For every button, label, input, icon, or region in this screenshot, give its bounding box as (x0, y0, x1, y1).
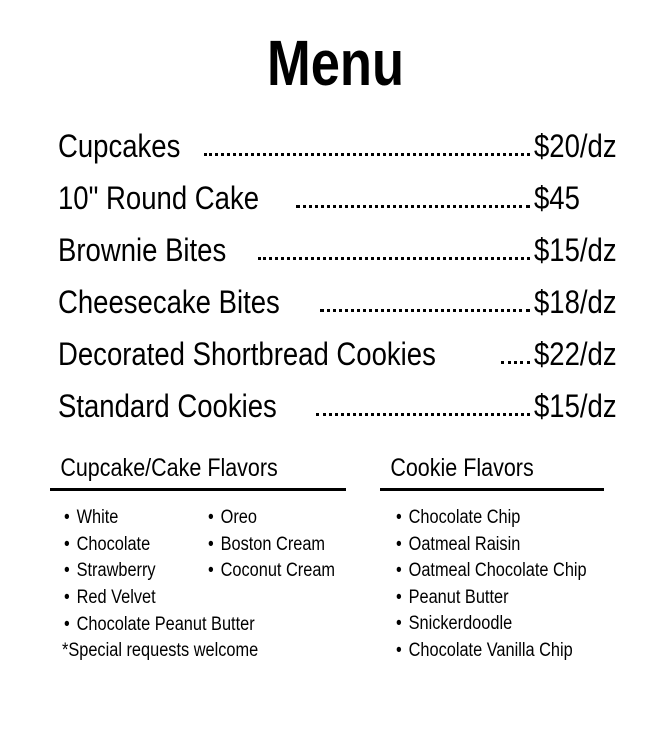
flavor-item: • Chocolate Peanut Butter (64, 612, 255, 639)
flavor-item: • Boston Cream (208, 532, 335, 559)
menu-row (58, 164, 618, 216)
item-name: Standard Cookies (58, 388, 277, 424)
special-requests-note: *Special requests welcome (62, 640, 259, 661)
item-price: $15/dz (534, 232, 617, 268)
flavor-item: • White (64, 505, 156, 532)
item-name: Brownie Bites (58, 232, 227, 268)
flavor-item: • Coconut Cream (208, 558, 335, 585)
flavor-item: • Oatmeal Chocolate Chip (396, 558, 575, 585)
dot-leader (320, 309, 530, 312)
menu-row (58, 216, 618, 268)
flavor-item: • Snickerdoodle (396, 611, 575, 638)
dot-leader (316, 413, 530, 416)
item-name: Decorated Shortbread Cookies (58, 336, 436, 372)
menu-row (58, 372, 618, 424)
item-price: $45 (534, 180, 580, 216)
menu-items (58, 112, 618, 424)
dot-leader (501, 361, 530, 364)
item-name: Cupcakes (58, 128, 181, 164)
flavor-item: • Chocolate Vanilla Chip (396, 638, 575, 665)
cookie-flavors-section (380, 450, 604, 665)
flavor-item: • Peanut Butter (396, 585, 575, 612)
cake-flavor-list (64, 505, 171, 585)
menu-row (58, 112, 618, 164)
menu-title: Menu (266, 27, 405, 99)
menu-row (58, 320, 618, 372)
item-name: Cheesecake Bites (58, 284, 280, 320)
cake-flavor-list (64, 585, 286, 638)
flavor-item: • Red Velvet (64, 585, 255, 612)
menu-row (58, 268, 618, 320)
cake-flavors-lists (50, 505, 346, 665)
cookie-flavors-heading: Cookie Flavors (390, 454, 534, 482)
flavor-item: • Chocolate (64, 532, 156, 559)
dot-leader (258, 257, 530, 260)
cookie-flavor-list (380, 505, 604, 665)
item-name: 10" Round Cake (58, 180, 260, 216)
dot-leader (296, 205, 530, 208)
cake-flavor-list (208, 505, 356, 585)
item-price: $20/dz (534, 128, 617, 164)
flavor-item: • Chocolate Chip (396, 505, 575, 532)
item-price: $22/dz (534, 336, 617, 372)
section-divider (50, 488, 346, 491)
section-divider (380, 488, 604, 491)
flavor-item: • Oreo (208, 505, 335, 532)
flavor-item: • Strawberry (64, 558, 156, 585)
item-price: $18/dz (534, 284, 617, 320)
item-price: $15/dz (534, 388, 617, 424)
cake-flavors-heading: Cupcake/Cake Flavors (60, 454, 278, 482)
cake-flavors-section (50, 450, 346, 665)
flavor-item: • Oatmeal Raisin (396, 532, 575, 559)
dot-leader (204, 153, 530, 156)
